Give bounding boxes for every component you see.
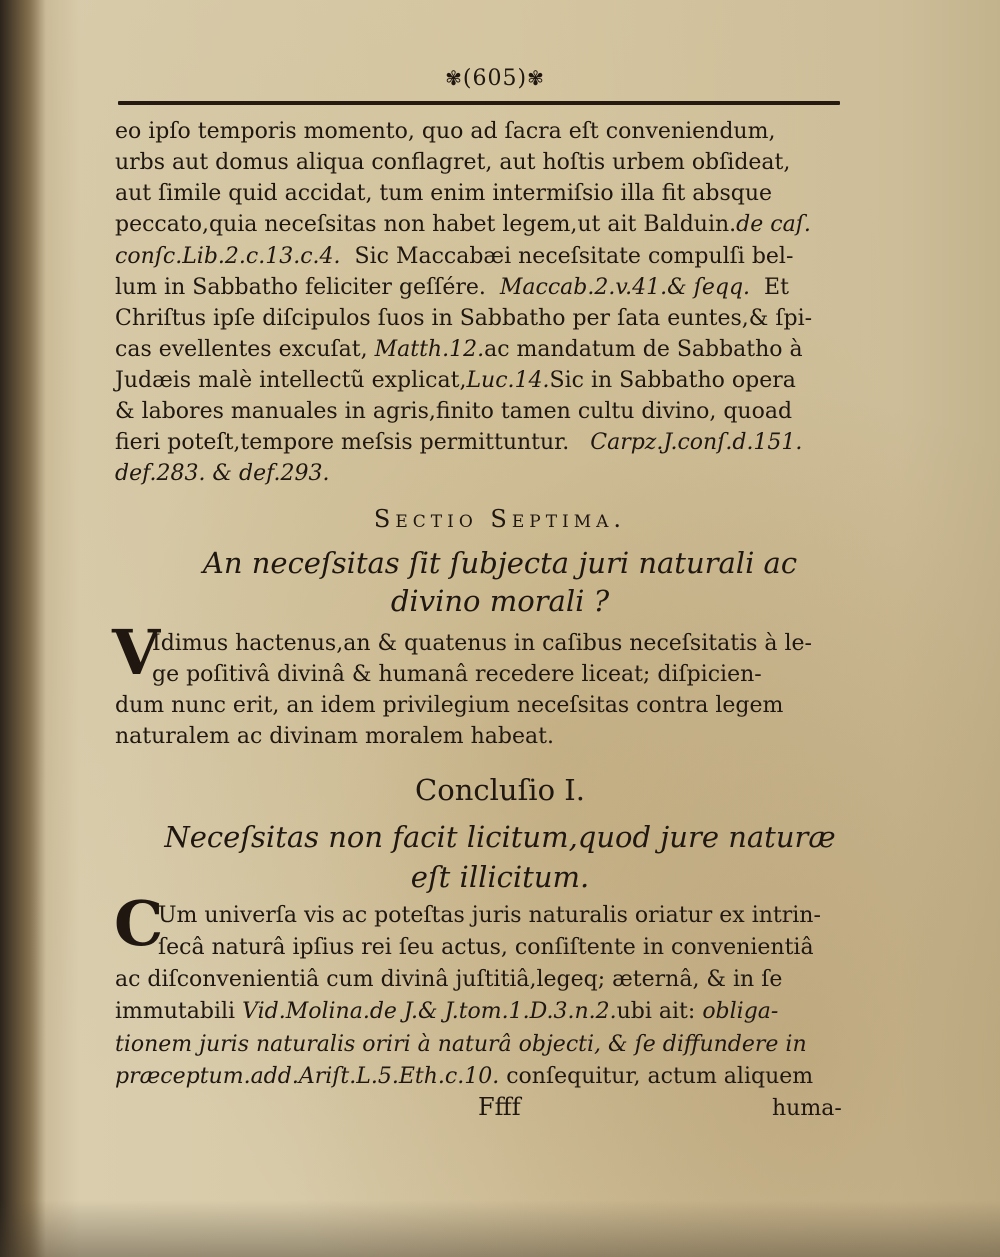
text-span: lum in Sabbatho feliciter geſſére. bbox=[115, 275, 486, 300]
text-italic: tionem juris naturalis oriri à naturâ objecti, & ſe diffundere in bbox=[115, 1032, 807, 1057]
signature-mark: Ffff bbox=[478, 1093, 521, 1121]
text-italic: obliga- bbox=[702, 999, 779, 1024]
text-line: ge poſitivâ divinâ & humanâ recedere liceat; diſpicien- bbox=[152, 662, 762, 687]
text-line: Chriſtus ipſe diſcipulos ſuos in Sabbatho per ſata euntes,& ſpi- bbox=[115, 306, 813, 331]
text-line bbox=[115, 998, 778, 1026]
citation: præceptum.add.Ariſt.L.5.Eth.c.10. bbox=[115, 1064, 500, 1089]
text-line: Idimus hactenus,an & quatenus in caſibus neceſsitatis à le- bbox=[152, 631, 812, 656]
text-line: ſecâ naturâ ipſius rei ſeu actus, conſiſtente in convenientiâ bbox=[158, 935, 814, 960]
text-line bbox=[115, 243, 793, 271]
text-line: Um univerſa vis ac poteſtas juris naturalis oriatur ex intrin- bbox=[158, 903, 821, 928]
citation: def.283. & def.293. bbox=[115, 461, 330, 486]
drop-cap: C bbox=[114, 887, 164, 960]
ornament-left-icon: ✾ bbox=[445, 66, 463, 90]
citation: Carpz.J.conſ.d.151. bbox=[590, 430, 803, 455]
citation: conſc.Lib.2.c.13.c.4. bbox=[115, 244, 341, 269]
text-line: ac diſconvenientiâ cum divinâ juſtitiâ,legeq; æternâ, & in ſe bbox=[115, 967, 783, 992]
text-line bbox=[115, 1063, 813, 1091]
text-span: cas evellentes excuſat, bbox=[115, 337, 368, 362]
text-span: Et bbox=[764, 275, 789, 300]
conclusio-title-line: eſt illicitum. bbox=[410, 860, 590, 894]
citation: Maccab.2.v.41.& ſeqq. bbox=[499, 275, 751, 300]
conclusio-title-line: Neceſsitas non facit licitum,quod jure naturæ bbox=[164, 820, 836, 854]
page-number: (605) bbox=[462, 66, 528, 91]
text-line: eo ipſo temporis momento, quo ad ſacra eſt conveniendum, bbox=[115, 119, 776, 144]
text-span: ubi ait: bbox=[616, 999, 696, 1024]
text-line: urbs aut domus aliqua conflagret, aut hoſtis urbem obſideat, bbox=[115, 150, 791, 175]
text-line bbox=[115, 429, 802, 457]
catchword: huma- bbox=[772, 1096, 842, 1121]
citation: Luc.14. bbox=[466, 368, 550, 393]
text-line bbox=[115, 460, 329, 488]
text-span: peccato,quia neceſsitas non habet legem,ut ait Balduin. bbox=[115, 212, 737, 237]
citation: Matth.12. bbox=[374, 337, 485, 362]
text-line bbox=[115, 367, 796, 395]
section-title-line: An neceſsitas ſit ſubjecta juri naturali ac bbox=[202, 546, 798, 580]
text-span: immutabili bbox=[115, 999, 236, 1024]
header-rule bbox=[118, 101, 840, 105]
text-line: dum nunc erit, an idem privilegium neceſsitas contra legem bbox=[115, 693, 784, 718]
conclusio-heading: Concluſio I. bbox=[415, 773, 585, 807]
text-span: Judæis malè intellectũ explicat, bbox=[115, 368, 467, 393]
text-span: ac mandatum de Sabbatho à bbox=[484, 337, 803, 362]
text-line: & labores manuales in agris,finito tamen cultu divino, quoad bbox=[115, 399, 793, 424]
page-header bbox=[420, 66, 570, 91]
drop-cap: V bbox=[112, 616, 161, 689]
text-line bbox=[115, 1031, 807, 1059]
section-title-line: divino morali ? bbox=[390, 584, 610, 618]
text-line bbox=[115, 274, 789, 302]
text-line bbox=[115, 211, 811, 239]
ornament-right-icon: ✾ bbox=[527, 66, 545, 90]
page-gutter bbox=[0, 0, 46, 1257]
page-shadow bbox=[0, 1200, 1000, 1257]
section-heading: Sectio Septima. bbox=[373, 505, 627, 533]
text-span: fieri poteſt,tempore meſsis permittuntur. bbox=[115, 430, 570, 455]
text-span: Sic Maccabæi neceſsitate compulſi bel- bbox=[354, 244, 794, 269]
citation: de caſ. bbox=[736, 212, 811, 237]
text-line bbox=[115, 336, 803, 364]
text-span: Sic in Sabbatho opera bbox=[549, 368, 796, 393]
text-line: aut ſimile quid accidat, tum enim intermiſsio illa fit absque bbox=[115, 181, 773, 206]
citation: Vid.Molina.de J.& J.tom.1.D.3.n.2. bbox=[242, 999, 617, 1024]
text-line: naturalem ac divinam moralem habeat. bbox=[115, 724, 554, 749]
text-span: conſequitur, actum aliquem bbox=[506, 1064, 814, 1089]
